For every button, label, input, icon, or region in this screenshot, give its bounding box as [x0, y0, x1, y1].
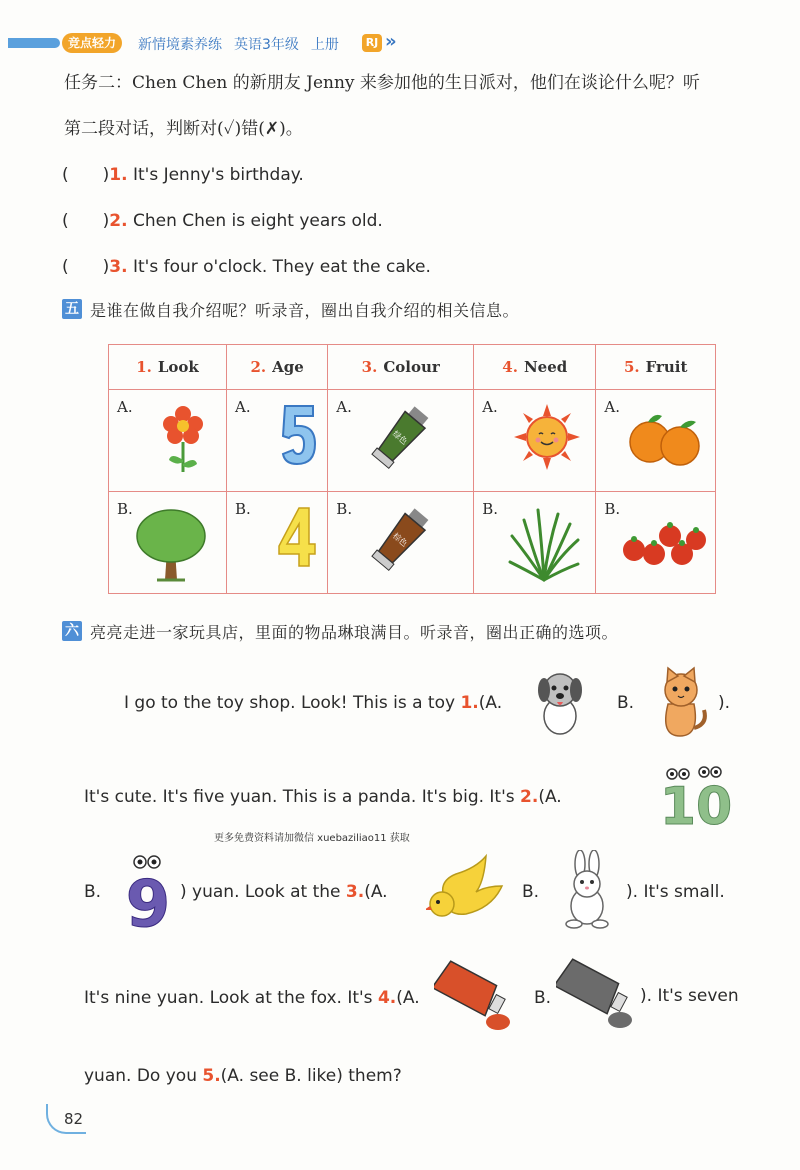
cell-look-b[interactable]: [109, 492, 227, 594]
option-label: A.: [336, 398, 352, 416]
cell-need-b[interactable]: [474, 492, 596, 594]
cell-fruit-b[interactable]: [596, 492, 716, 594]
header-badge: 竞点轻力: [62, 33, 122, 53]
col-header-need: 4. Need: [474, 345, 596, 390]
item-text: Chen Chen is eight years old.: [132, 211, 383, 231]
header-title: [138, 34, 351, 54]
item-text: It's four o'clock. They eat the cake.: [132, 257, 431, 277]
option-label: B.: [336, 500, 353, 518]
item-text: It's Jenny's birthday.: [132, 165, 304, 185]
cell-fruit-a[interactable]: [596, 390, 716, 492]
number-ten-text: 10: [660, 777, 732, 826]
item-number: 1.: [109, 165, 128, 185]
watermark: 更多免费资料请加微信 xuebaziliao11 获取: [214, 833, 410, 844]
task2-instruction-line2: 第二段对话，判断对(✓)错(✗)。: [64, 119, 303, 139]
story-line-5: yuan. Do you 5.(A. see B. like) them?: [84, 1066, 402, 1086]
task2-item-3[interactable]: [62, 252, 431, 277]
red-paint-tube-icon[interactable]: [434, 960, 514, 1032]
col-header-colour: 3. Colour: [328, 345, 474, 390]
toy-rabbit-icon[interactable]: [560, 850, 614, 930]
number-ten-option[interactable]: [660, 766, 732, 826]
task2-instruction-line1: 任务二：Chen Chen 的新朋友 Jenny 来参加他的生日派对，他们在谈论什么呢？听: [64, 73, 700, 93]
cell-colour-b[interactable]: [328, 492, 474, 594]
answer-paren: ( ): [62, 257, 110, 277]
section5-title: 是谁在做自我介绍呢？听录音，圈出自我介绍的相关信息。: [90, 301, 520, 320]
tree-icon: [135, 506, 207, 582]
header-subject: 英语3年级: [234, 37, 299, 53]
number-nine-text: 9: [125, 868, 171, 930]
cell-need-a[interactable]: [474, 390, 596, 492]
toy-bird-icon[interactable]: [426, 852, 504, 928]
sun-icon: [514, 404, 580, 470]
option-label: A.: [482, 398, 498, 416]
number-ten-icon: [660, 766, 732, 826]
tomatoes-icon: [620, 518, 706, 568]
paint-label: 绿色: [391, 429, 410, 447]
answer-paren: ( ): [62, 165, 110, 185]
cell-colour-a[interactable]: [328, 390, 474, 492]
section6-icon: 六: [62, 621, 82, 641]
number-four-icon: [277, 504, 317, 570]
number-five-icon: [279, 402, 319, 466]
header-volume: 上册: [310, 37, 339, 53]
oranges-icon: [626, 410, 706, 468]
option-b-label: B.: [617, 693, 635, 713]
item-number: 2.: [109, 211, 128, 231]
page-number: 82: [64, 1110, 84, 1128]
chevron-right-icon: »: [385, 31, 393, 52]
section6-title: 亮亮走进一家玩具店，里面的物品琳琅满目。听录音，圈出正确的选项。: [90, 623, 619, 642]
header-bar: [8, 38, 60, 48]
brown-paint-tube-icon: [368, 506, 430, 576]
story-line-3-end: ). It's small.: [626, 882, 725, 902]
grey-paint-tube-icon[interactable]: [556, 958, 636, 1030]
story-line-4: It's nine yuan. Look at the fox. It's 4.(A.: [84, 988, 420, 1008]
cell-age-a[interactable]: [227, 390, 328, 492]
story-line-2: It's cute. It's five yuan. This is a panda. It's big. It's 2.(A.: [84, 787, 562, 807]
green-paint-tube-icon: [368, 404, 430, 474]
option-label: A.: [117, 398, 133, 416]
task2-item-1[interactable]: [62, 160, 304, 185]
col-header-fruit: 5. Fruit: [596, 345, 716, 390]
option-b-label: B.: [522, 882, 540, 902]
option-label: B.: [482, 500, 498, 518]
paint-label: 棕色: [391, 531, 410, 549]
number-nine-icon: [124, 854, 172, 930]
cell-look-a[interactable]: [109, 390, 227, 492]
section5-icon: 五: [62, 299, 82, 319]
toy-dog-icon[interactable]: [534, 666, 586, 738]
toy-cat-icon[interactable]: [654, 664, 708, 738]
option-label: B.: [117, 500, 133, 518]
task2-item-2[interactable]: [62, 206, 383, 231]
story-line-1: I go to the toy shop. Look! This is a toy 1.(A.: [124, 693, 503, 713]
option-label: A.: [235, 398, 251, 416]
option-label: A.: [604, 398, 620, 416]
col-header-age: 2. Age: [227, 345, 328, 390]
grass-icon: [508, 506, 580, 582]
story-line-4-end: ). It's seven: [640, 986, 739, 1006]
number-nine-option[interactable]: [124, 854, 172, 930]
option-label: B.: [235, 500, 251, 518]
option-label: B.: [604, 500, 621, 518]
section5-table: [108, 344, 716, 594]
story-line-3: ) yuan. Look at the 3.(A.: [180, 882, 388, 902]
item-number: 3.: [109, 257, 128, 277]
option-b-label: B.: [84, 882, 102, 902]
flower-icon: [161, 404, 205, 474]
answer-paren: ( ): [62, 211, 110, 231]
option-b-label: B.: [534, 988, 552, 1008]
cell-age-b[interactable]: [227, 492, 328, 594]
header-series: 新情境素养练: [138, 37, 222, 53]
col-header-look: 1. Look: [109, 345, 227, 390]
edition-badge: RJ: [362, 34, 382, 52]
paren-close: ).: [718, 693, 731, 713]
